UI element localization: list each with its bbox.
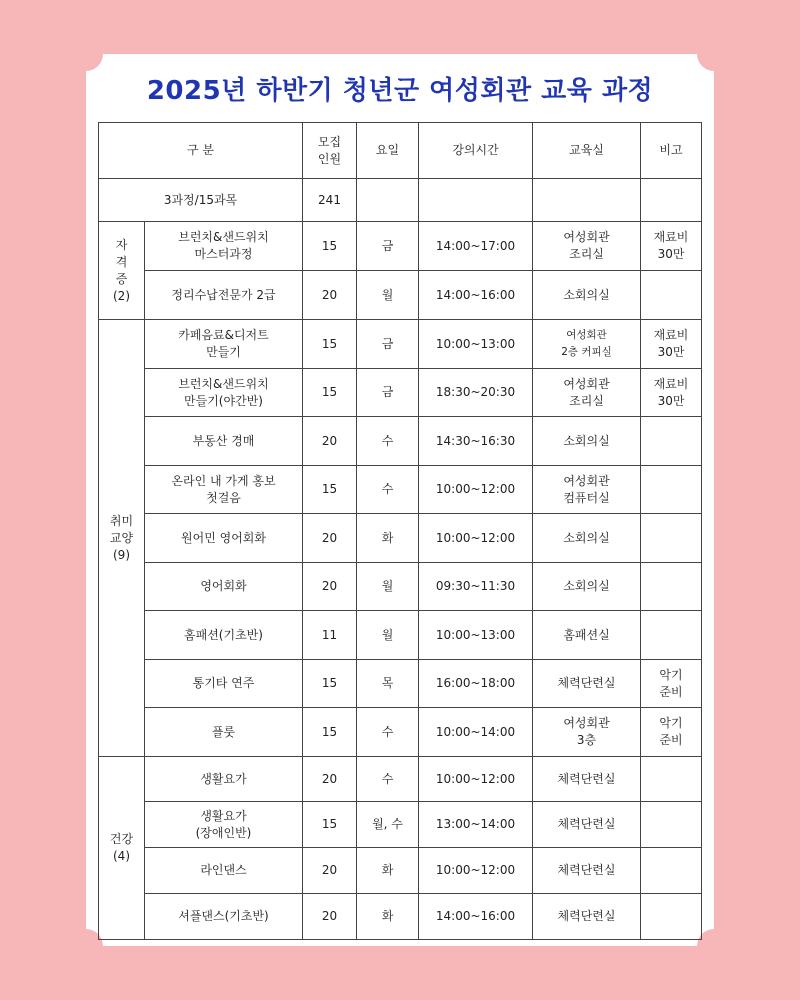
time-cell: 14:00~16:00 <box>419 894 533 940</box>
note-cell: 재료비 30만 <box>641 369 702 417</box>
time-cell: 13:00~14:00 <box>419 802 533 848</box>
summary-empty-cell <box>641 179 702 222</box>
note-cell <box>641 802 702 848</box>
room-cell: 체력단련실 <box>533 757 641 802</box>
table-row <box>99 222 702 271</box>
table-row <box>99 417 702 466</box>
course-name-cell: 원어민 영어회화 <box>145 514 303 563</box>
summary-empty-cell <box>357 179 419 222</box>
capacity-cell: 20 <box>303 271 357 320</box>
room-cell: 체력단련실 <box>533 848 641 894</box>
time-cell: 18:30~20:30 <box>419 369 533 417</box>
table-row <box>99 320 702 369</box>
course-name-cell: 카페음료&디저트 만들기 <box>145 320 303 369</box>
table-row <box>99 271 702 320</box>
time-cell: 10:00~12:00 <box>419 514 533 563</box>
capacity-cell: 11 <box>303 611 357 660</box>
room-cell: 여성회관 조리실 <box>533 369 641 417</box>
time-cell: 10:00~13:00 <box>419 320 533 369</box>
course-name-cell: 부동산 경매 <box>145 417 303 466</box>
course-name-cell: 홈패션(기초반) <box>145 611 303 660</box>
note-cell <box>641 417 702 466</box>
day-cell: 수 <box>357 466 419 514</box>
note-cell <box>641 611 702 660</box>
summary-empty-cell <box>419 179 533 222</box>
day-cell: 월 <box>357 271 419 320</box>
room-cell: 여성회관 조리실 <box>533 222 641 271</box>
summary-capacity: 241 <box>303 179 357 222</box>
day-cell: 월, 수 <box>357 802 419 848</box>
room-cell: 여성회관 컴퓨터실 <box>533 466 641 514</box>
category-cell: 자 격 증 (2) <box>99 222 145 320</box>
header-category: 구 분 <box>99 123 303 179</box>
header-note: 비고 <box>641 123 702 179</box>
day-cell: 월 <box>357 563 419 611</box>
course-name-cell: 생활요가 <box>145 757 303 802</box>
course-name-cell: 라인댄스 <box>145 848 303 894</box>
capacity-cell: 15 <box>303 222 357 271</box>
category-cell: 건강 (4) <box>99 757 145 940</box>
category-cell: 취미 교양 (9) <box>99 320 145 757</box>
room-cell: 소회의실 <box>533 514 641 563</box>
capacity-cell: 20 <box>303 894 357 940</box>
capacity-cell: 20 <box>303 848 357 894</box>
course-name-cell: 브런치&샌드위치 마스터과정 <box>145 222 303 271</box>
capacity-cell: 15 <box>303 708 357 757</box>
note-cell <box>641 757 702 802</box>
capacity-cell: 20 <box>303 563 357 611</box>
course-name-cell: 생활요가 (장애인반) <box>145 802 303 848</box>
course-name-cell: 셔플댄스(기초반) <box>145 894 303 940</box>
course-name-cell: 플룻 <box>145 708 303 757</box>
day-cell: 금 <box>357 320 419 369</box>
time-cell: 14:00~17:00 <box>419 222 533 271</box>
time-cell: 16:00~18:00 <box>419 660 533 708</box>
day-cell: 수 <box>357 417 419 466</box>
course-name-cell: 영어회화 <box>145 563 303 611</box>
room-cell: 체력단련실 <box>533 802 641 848</box>
day-cell: 수 <box>357 708 419 757</box>
header-capacity: 모집 인원 <box>303 123 357 179</box>
table-row <box>99 466 702 514</box>
note-cell <box>641 514 702 563</box>
course-name-cell: 브런치&샌드위치 만들기(야간반) <box>145 369 303 417</box>
note-cell: 재료비 30만 <box>641 222 702 271</box>
card-corner-notch <box>697 929 731 963</box>
room-cell: 소회의실 <box>533 271 641 320</box>
room-cell: 홈패션실 <box>533 611 641 660</box>
note-cell: 악기 준비 <box>641 708 702 757</box>
card-corner-notch <box>69 37 103 71</box>
time-cell: 14:00~16:00 <box>419 271 533 320</box>
room-cell: 체력단련실 <box>533 894 641 940</box>
note-cell <box>641 271 702 320</box>
table-row <box>99 369 702 417</box>
header-room: 교육실 <box>533 123 641 179</box>
table-row <box>99 848 702 894</box>
room-cell: 소회의실 <box>533 563 641 611</box>
day-cell: 화 <box>357 848 419 894</box>
table-row <box>99 514 702 563</box>
capacity-cell: 20 <box>303 417 357 466</box>
room-cell: 여성회관 3층 <box>533 708 641 757</box>
course-name-cell: 정리수납전문가 2급 <box>145 271 303 320</box>
capacity-cell: 15 <box>303 369 357 417</box>
course-name-cell: 온라인 내 가게 홍보 첫걸음 <box>145 466 303 514</box>
room-cell: 소회의실 <box>533 417 641 466</box>
page-title: 2025년 하반기 청년군 여성회관 교육 과정 <box>146 76 654 106</box>
table-row <box>99 757 702 802</box>
day-cell: 목 <box>357 660 419 708</box>
summary-label: 3과정/15과목 <box>99 179 303 222</box>
time-cell: 10:00~13:00 <box>419 611 533 660</box>
day-cell: 월 <box>357 611 419 660</box>
table-row <box>99 563 702 611</box>
note-cell: 악기 준비 <box>641 660 702 708</box>
day-cell: 금 <box>357 222 419 271</box>
course-table <box>98 122 702 940</box>
note-cell <box>641 894 702 940</box>
summary-row <box>99 179 702 222</box>
time-cell: 10:00~12:00 <box>419 757 533 802</box>
time-cell: 09:30~11:30 <box>419 563 533 611</box>
capacity-cell: 15 <box>303 802 357 848</box>
note-cell <box>641 466 702 514</box>
room-cell: 여성회관 2층 커피실 <box>533 320 641 369</box>
course-name-cell: 통기타 연주 <box>145 660 303 708</box>
header-time: 강의시간 <box>419 123 533 179</box>
day-cell: 화 <box>357 514 419 563</box>
table-row <box>99 708 702 757</box>
day-cell: 금 <box>357 369 419 417</box>
capacity-cell: 15 <box>303 466 357 514</box>
card-corner-notch <box>697 37 731 71</box>
time-cell: 10:00~12:00 <box>419 466 533 514</box>
table-row <box>99 660 702 708</box>
table-row <box>99 894 702 940</box>
capacity-cell: 15 <box>303 320 357 369</box>
time-cell: 10:00~12:00 <box>419 848 533 894</box>
capacity-cell: 20 <box>303 514 357 563</box>
table-row <box>99 802 702 848</box>
day-cell: 화 <box>357 894 419 940</box>
table-header-row <box>99 123 702 179</box>
note-cell <box>641 848 702 894</box>
table-row <box>99 611 702 660</box>
room-cell: 체력단련실 <box>533 660 641 708</box>
time-cell: 14:30~16:30 <box>419 417 533 466</box>
day-cell: 수 <box>357 757 419 802</box>
time-cell: 10:00~14:00 <box>419 708 533 757</box>
capacity-cell: 20 <box>303 757 357 802</box>
note-cell: 재료비 30만 <box>641 320 702 369</box>
summary-empty-cell <box>533 179 641 222</box>
note-cell <box>641 563 702 611</box>
capacity-cell: 15 <box>303 660 357 708</box>
header-day: 요일 <box>357 123 419 179</box>
